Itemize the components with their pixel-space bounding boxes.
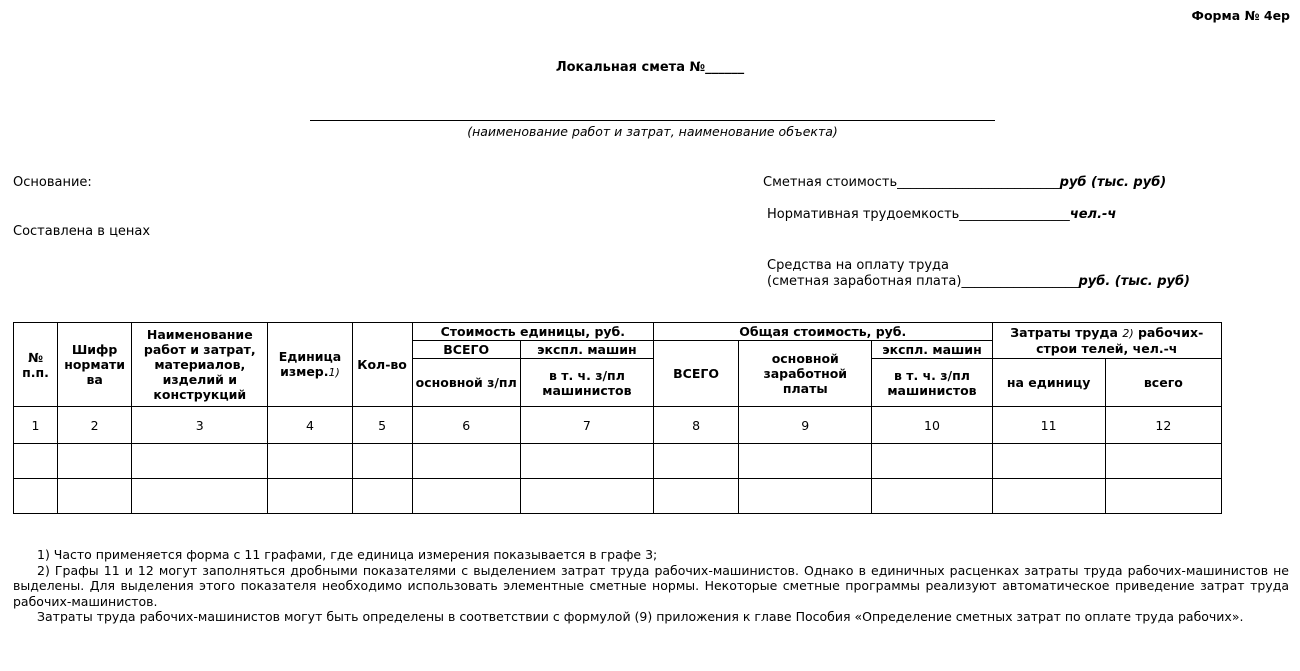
- column-number: 8: [654, 407, 739, 444]
- table-cell: [872, 479, 992, 514]
- header-labor-total: всего: [1105, 359, 1221, 407]
- object-name-line: [310, 120, 995, 121]
- header-name: Наименование работ и затрат, материалов, изделий и конструкций: [132, 323, 268, 407]
- table-cell: [992, 479, 1105, 514]
- labor-unit: чел.-ч: [1069, 207, 1117, 222]
- column-number: 2: [58, 407, 132, 444]
- header-unit-label: Единица измер.: [278, 349, 342, 379]
- table-cell: [412, 479, 520, 514]
- object-name-caption: (наименование работ и затрат, наименование объекта): [467, 124, 838, 139]
- header-base-wage: основной з/пл: [412, 359, 520, 407]
- column-number: 1: [14, 407, 58, 444]
- cost-label: Сметная стоимость_________________________: [763, 175, 1060, 190]
- table-cell: [268, 444, 352, 479]
- estimate-table: [13, 322, 1222, 514]
- header-labor-label: Затраты труда: [1010, 325, 1118, 340]
- column-number: 10: [872, 407, 992, 444]
- table-cell: [520, 479, 653, 514]
- column-number-row: [14, 407, 1222, 444]
- wage-field: [767, 274, 1190, 289]
- form-number: Форма № 4ер: [1191, 8, 1290, 23]
- cost-field: [763, 175, 1166, 190]
- header-total-all: ВСЕГО: [654, 341, 739, 407]
- table-cell: [992, 444, 1105, 479]
- column-number: 11: [992, 407, 1105, 444]
- table-cell: [58, 479, 132, 514]
- header-qty: Кол-во: [352, 323, 412, 407]
- footnote-2: 2) Графы 11 и 12 могут заполняться дробными показателями с выделением затрат труда рабочих-машинистов. Однако в единичных расценках затраты труда рабочих-машинистов не выделены. Для выделения этого показателя необходимо использовать элементные сметные нормы. Некоторые сметные программы реализуют автоматическое приведение затрат труда рабочих-машинистов.: [13, 562, 1289, 609]
- table-cell: [1105, 444, 1221, 479]
- header-labor-footnote: 2): [1122, 327, 1134, 340]
- table-cell: [654, 444, 739, 479]
- table-cell: [132, 479, 268, 514]
- header-labor-tail: рабочих-строи телей, чел.-ч: [1036, 325, 1204, 356]
- header-num: № п.п.: [14, 323, 58, 407]
- column-number: 6: [412, 407, 520, 444]
- header-unit-machines: экспл. машин: [520, 341, 653, 359]
- table-cell: [520, 444, 653, 479]
- table-cell: [872, 444, 992, 479]
- header-total-machines: экспл. машин: [872, 341, 992, 359]
- table-cell: [132, 444, 268, 479]
- table-cell: [14, 479, 58, 514]
- wage-unit: руб. (тыс. руб): [1078, 274, 1190, 289]
- header-labor: [992, 323, 1221, 359]
- footnote-1: 1) Часто применяется форма с 11 графами, где единица измерения показывается в графе 3;: [37, 547, 658, 562]
- column-number: 3: [132, 407, 268, 444]
- header-total-cost: Общая стоимость, руб.: [654, 323, 993, 341]
- table-cell: [14, 444, 58, 479]
- prices-label: Составлена в ценах: [13, 224, 151, 239]
- labor-field: [767, 207, 1116, 222]
- table-cell: [58, 444, 132, 479]
- header-code: Шифр нормати ва: [58, 323, 132, 407]
- column-number: 9: [739, 407, 872, 444]
- osnovanie-label: Основание:: [13, 175, 92, 190]
- wage-label: (сметная заработная плата)__________________: [767, 274, 1079, 289]
- header-unit-total: ВСЕГО: [412, 341, 520, 359]
- column-number: 5: [352, 407, 412, 444]
- header-unit-footnote: 1): [328, 366, 340, 379]
- table-cell: [352, 479, 412, 514]
- column-number: 4: [268, 407, 352, 444]
- footnote-3: Затраты труда рабочих-машинистов могут быть определены в соответствии с формулой (9) приложения к главе Пособия «Определение сметных затрат по оплате труда рабочих».: [37, 609, 1244, 624]
- header-labor-per-unit: на единицу: [992, 359, 1105, 407]
- labor-label: Нормативная трудоемкость_________________: [767, 207, 1070, 222]
- header-unit: [268, 323, 352, 407]
- table-cell: [412, 444, 520, 479]
- cost-unit: руб (тыс. руб): [1059, 175, 1167, 190]
- table-cell: [352, 444, 412, 479]
- column-number: 12: [1105, 407, 1221, 444]
- footnotes: [13, 547, 1289, 625]
- table-cell: [268, 479, 352, 514]
- table-row: [14, 479, 1222, 514]
- table-cell: [1105, 479, 1221, 514]
- document-title: Локальная смета №______: [555, 60, 745, 75]
- header-total-machinist-wage: в т. ч. з/пл машинистов: [872, 359, 992, 407]
- table-row: [14, 444, 1222, 479]
- table-cell: [739, 444, 872, 479]
- table-cell: [739, 479, 872, 514]
- column-number: 7: [520, 407, 653, 444]
- header-unit-cost: Стоимость единицы, руб.: [412, 323, 653, 341]
- wage-field-line1: Средства на оплату труда: [767, 258, 949, 273]
- header-total-base-wage: основной заработной платы: [739, 341, 872, 407]
- header-machinist-wage: в т. ч. з/пл машинистов: [520, 359, 653, 407]
- table-cell: [654, 479, 739, 514]
